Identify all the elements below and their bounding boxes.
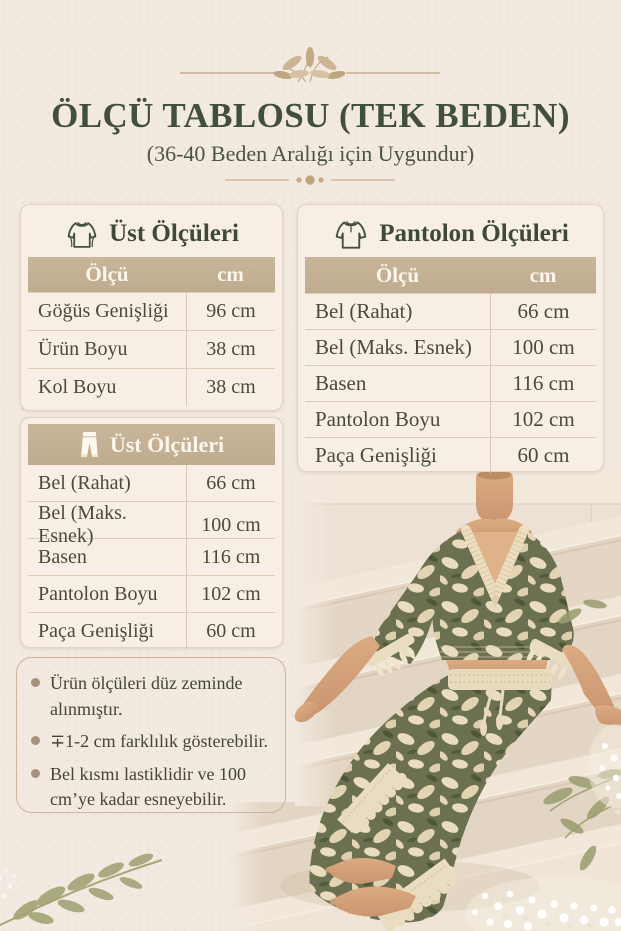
table-row: [28, 465, 275, 501]
three-dot-divider-icon: [225, 172, 395, 188]
measure-value: 102 cm: [490, 402, 596, 437]
pants-measurements-card: [297, 204, 604, 472]
page-title: ÖLÇÜ TABLOSU (TEK BEDEN): [51, 96, 570, 135]
table-title-label: Üst Ölçüleri: [109, 431, 225, 457]
measure-label: Bel (Rahat): [38, 471, 131, 494]
bottom-measurements-title: [28, 424, 275, 465]
table-row: [28, 330, 275, 368]
table-row: [28, 575, 275, 612]
table-row: [28, 612, 275, 649]
leaf-branch-decoration: [0, 826, 166, 931]
table-row: [28, 292, 275, 330]
note-text: Bel kısmı lastiklidir ve 100 cm’ye kadar esneyebilir.: [50, 763, 246, 810]
notes-list: [31, 671, 275, 813]
measure-label: Basen: [38, 545, 87, 568]
pants-icon: [79, 431, 100, 458]
top-measurements-card: [20, 204, 283, 411]
blouse-icon: [64, 219, 100, 250]
table-row: [305, 437, 596, 473]
note-text: ∓1-2 cm farklılık gösterebilir.: [50, 731, 269, 752]
bullet-icon: [31, 769, 40, 778]
measure-value: 38 cm: [186, 369, 275, 406]
measure-value: 102 cm: [186, 576, 275, 612]
table-title-label: Pantolon Ölçüleri: [379, 220, 569, 247]
table-row: [28, 368, 275, 406]
measure-value: 116 cm: [186, 539, 275, 575]
measure-label: Paça Genişliği: [315, 443, 437, 467]
table-row: [305, 365, 596, 401]
measure-label: Göğüs Genişliği: [38, 300, 169, 322]
measure-value: 100 cm: [186, 502, 275, 548]
table-row: [28, 501, 275, 547]
note-item: [31, 671, 275, 722]
page-subtitle: (36-40 Beden Aralığı için Uygundur): [146, 141, 475, 166]
pants-measurements-title: [305, 211, 596, 257]
column-header: cm: [529, 262, 557, 287]
pants-measurements-table: [305, 257, 596, 473]
note-item: [31, 762, 275, 813]
leaf-sprig-divider-icon: [180, 46, 440, 98]
blouse-icon: [332, 218, 370, 251]
table-row: [305, 329, 596, 365]
table-title-label: Üst Ölçüleri: [109, 220, 239, 247]
measure-label: Bel (Rahat): [315, 299, 413, 323]
crochet-waistband: [448, 669, 552, 690]
measure-value: 60 cm: [186, 613, 275, 649]
top-measurements-table: [28, 257, 275, 406]
column-header: cm: [217, 262, 244, 286]
table-header-row: [305, 257, 596, 293]
measure-value: 60 cm: [490, 438, 596, 473]
measure-value: 116 cm: [490, 366, 596, 401]
measure-label: Basen: [315, 371, 367, 395]
table-row: [305, 401, 596, 437]
bottom-measurements-card: [20, 417, 283, 648]
measure-label: Bel (Maks. Esnek): [315, 335, 472, 359]
measure-value: 66 cm: [490, 294, 596, 329]
measure-label: Bel (Maks. Esnek): [38, 502, 127, 547]
measure-value: 38 cm: [186, 331, 275, 368]
top-measurements-title: [28, 211, 275, 257]
note-text: Ürün ölçüleri düz zeminde alınmıştır.: [50, 673, 243, 719]
table-row: [305, 293, 596, 329]
table-row: [28, 538, 275, 575]
measure-label: Pantolon Boyu: [315, 407, 441, 431]
measure-value: 66 cm: [186, 465, 275, 501]
note-item: [31, 729, 275, 755]
column-header: Ölçü: [85, 262, 129, 286]
measure-label: Ürün Boyu: [38, 338, 128, 360]
bullet-icon: [31, 678, 40, 687]
measure-label: Paça Genişliği: [38, 619, 155, 642]
bullet-icon: [31, 736, 40, 745]
measure-label: Pantolon Boyu: [38, 582, 158, 605]
notes-box: [16, 657, 286, 813]
neck: [476, 472, 513, 523]
table-header-row: [28, 257, 275, 292]
measure-value: 100 cm: [490, 330, 596, 365]
column-header: Ölçü: [375, 262, 420, 287]
measure-value: 96 cm: [186, 293, 275, 330]
bottom-measurements-table: [28, 465, 275, 649]
measure-label: Kol Boyu: [38, 376, 117, 398]
